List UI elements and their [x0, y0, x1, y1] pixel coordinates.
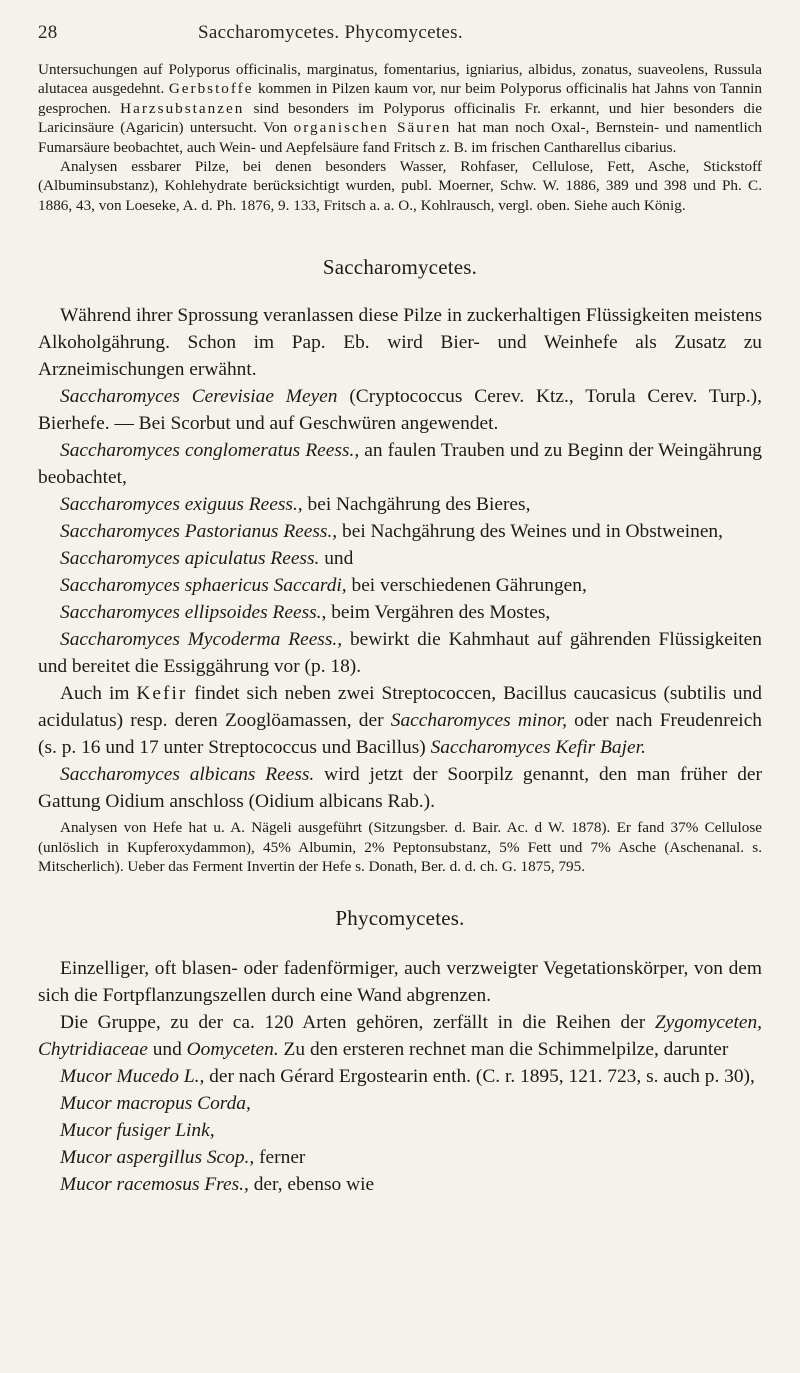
species-name: Mucor Mucedo L., — [60, 1066, 205, 1088]
species-name: Saccharomyces albicans Reess. — [60, 764, 315, 786]
species-name: Saccharomyces ellipsoides Reess., — [60, 602, 327, 624]
group-name: Oomyceten. — [186, 1039, 279, 1061]
species-name: Saccharomyces minor, — [390, 710, 567, 732]
text-run: Untersuchungen auf Polyporus officinalis, marginatus, fomentarius, igniarius, albidus, zonatus, suaveolens, Russula alutacea ausgedehnt. — [38, 61, 762, 98]
page-number: 28 — [38, 22, 58, 43]
species-name: Mucor aspergillus Scop., — [60, 1147, 255, 1169]
text-run: kommen in Pilzen kaum vor, nur beim Polyporus officinalis hat Jahns von Tannin gesprochen. — [38, 80, 762, 117]
species-entry — [38, 626, 762, 680]
species-entry — [38, 1171, 762, 1198]
text-run: Die Gruppe, zu der ca. 120 Arten gehören, zerfällt in die Reihen der — [60, 1012, 655, 1034]
running-title: Saccharomycetes. Phycomycetes. — [198, 22, 463, 43]
species-entry — [38, 1090, 762, 1117]
species-entry — [38, 518, 762, 545]
species-name: Saccharomyces Kefir Bajer. — [430, 737, 646, 759]
species-entry — [38, 1063, 762, 1090]
species-entry — [38, 383, 762, 437]
species-name: Mucor macropus Corda, — [60, 1093, 251, 1115]
text-run: oder nach Freudenreich (s. p. 16 und 17 unter Streptococcus und Bacillus) — [38, 710, 762, 759]
section-heading-phycomycetes: Phycomycetes. — [335, 906, 465, 931]
phyco-intro-paragraph: Einzelliger, oft blasen- oder fadenförmiger, auch verzweigter Vegetationskörper, von dem sich die Fortpflanzungszellen durch eine Wand abgrenzen. — [38, 958, 762, 1007]
species-name: Saccharomyces exiguus Reess., — [60, 494, 303, 516]
species-desc: der, ebenso wie — [248, 1174, 375, 1196]
group-name: Zygomyceten, Chytridiaceae — [38, 1012, 762, 1061]
sacch-intro-paragraph: Während ihrer Sprossung veranlassen diese Pilze in zuckerhaltigen Flüssigkeiten meistens Alkoholgährung. Schon im Pap. Eb. wird Bier- und Weinhefe als Zusatz zu Arzneimischungen erwähnt. — [38, 305, 762, 381]
species-desc: bei Nachgährung des Weines und in Obstweinen, — [337, 521, 723, 543]
intro-analysis-paragraph: Analysen essbarer Pilze, bei denen besonders Wasser, Rohfaser, Cellulose, Fett, Asche, Stickstoff (Albuminsubstanz), Kohlehydrate berücksichtigt wurden, publ. Moerner, Schw. W. 1886, 389 und 398 und Ph. C. 1886, 43, von Loeseke, A. d. Ph. 1876, 9. 133, Fritsch a. a. O., Kohlrausch, vergl. oben. Siehe auch König. — [38, 158, 762, 214]
spaced-term: Harzsubstanzen — [120, 99, 245, 117]
yeast-analysis-paragraph: Analysen von Hefe hat u. A. Nägeli ausgeführt (Sitzungsber. d. Bair. Ac. d W. 1878). Er fand 37% Cellulose (unlöslich in Kupferoxydammon), 45% Albumin, 2% Peptonsubstanz, 5% Fett und 7% Asche (Aschenanal. s. Mitscherlich). Ueber das Ferment Invertin der Hefe s. Donath, Ber. d. d. ch. G. 1875, 795. — [38, 819, 762, 876]
spaced-term: organischen Säuren — [293, 119, 452, 137]
phyco-groups-paragraph — [38, 1009, 762, 1063]
kefir-paragraph — [38, 680, 762, 761]
text-run: findet sich neben zwei Streptococcen, Bacillus caucasicus (subtilis und acidulatus) resp. deren Zooglöamassen, der — [38, 683, 762, 732]
species-desc: bewirkt die Kahmhaut auf gährenden Flüssigkeiten und bereitet die Essiggährung vor (p. 18). — [38, 629, 762, 678]
section-heading-saccharomycetes: Saccharomycetes. — [322, 255, 478, 280]
running-head — [38, 22, 762, 44]
spaced-term: Kefir — [136, 683, 188, 705]
text-run: hat man noch Oxal-, Bernstein- und namentlich Fumarsäure beobachtet, auch Wein- und Aepfelsäure fand Fritsch z. B. im frischen Cantharellus cibarius. — [38, 119, 763, 156]
species-entry — [38, 761, 762, 815]
species-name: Saccharomyces conglomeratus Reess., — [60, 440, 360, 462]
species-name: Saccharomyces sphaericus Saccardi, — [60, 575, 347, 597]
species-entry — [38, 491, 762, 518]
species-name: Saccharomyces Pastorianus Reess., — [60, 521, 338, 543]
species-entry — [38, 599, 762, 626]
species-desc: bei verschiedenen Gährungen, — [346, 575, 587, 597]
species-desc: wird jetzt der Soorpilz genannt, den man früher der Gattung Oidium anschloss (Oidium albicans Rab.). — [38, 764, 762, 813]
text-run: Zu den ersteren rechnet man die Schimmelpilze, darunter — [278, 1039, 729, 1061]
species-desc: beim Vergähren des Mostes, — [326, 602, 551, 624]
species-entry — [38, 545, 762, 572]
species-entry — [38, 1117, 762, 1144]
species-desc: an faulen Trauben und zu Beginn der Weingährung beobachtet, — [38, 440, 762, 489]
species-name: Saccharomyces apiculatus Reess. — [60, 548, 320, 570]
species-desc: bei Nachgährung des Bieres, — [302, 494, 531, 516]
species-name: Saccharomyces Cerevisiae Meyen — [60, 386, 338, 408]
species-desc: ferner — [254, 1147, 306, 1169]
species-entry — [38, 1144, 762, 1171]
species-desc: und — [319, 548, 354, 570]
species-desc: (Cryptococcus Cerev. Ktz., Torula Cerev. Turp.), Bierhefe. — Bei Scorbut und auf Geschwüren angewendet. — [38, 386, 762, 435]
species-desc: der nach Gérard Ergostearin enth. (C. r. 1895, 121. 723, s. auch p. 30), — [204, 1066, 755, 1088]
text-run: Auch im — [60, 683, 137, 705]
species-name: Mucor fusiger Link, — [60, 1120, 215, 1142]
species-name: Saccharomyces Mycoderma Reess., — [60, 629, 343, 651]
species-name: Mucor racemosus Fres., — [60, 1174, 249, 1196]
intro-paragraph — [38, 60, 762, 157]
spaced-term: Gerbstoffe — [168, 80, 254, 98]
text-run: und — [147, 1039, 187, 1061]
text-run: sind besonders im Polyporus officinalis Fr. erkannt, und hier besonders die Laricinsäure (Agaricin) untersucht. Von — [38, 99, 762, 137]
species-entry — [38, 572, 762, 599]
species-entry — [38, 437, 762, 491]
